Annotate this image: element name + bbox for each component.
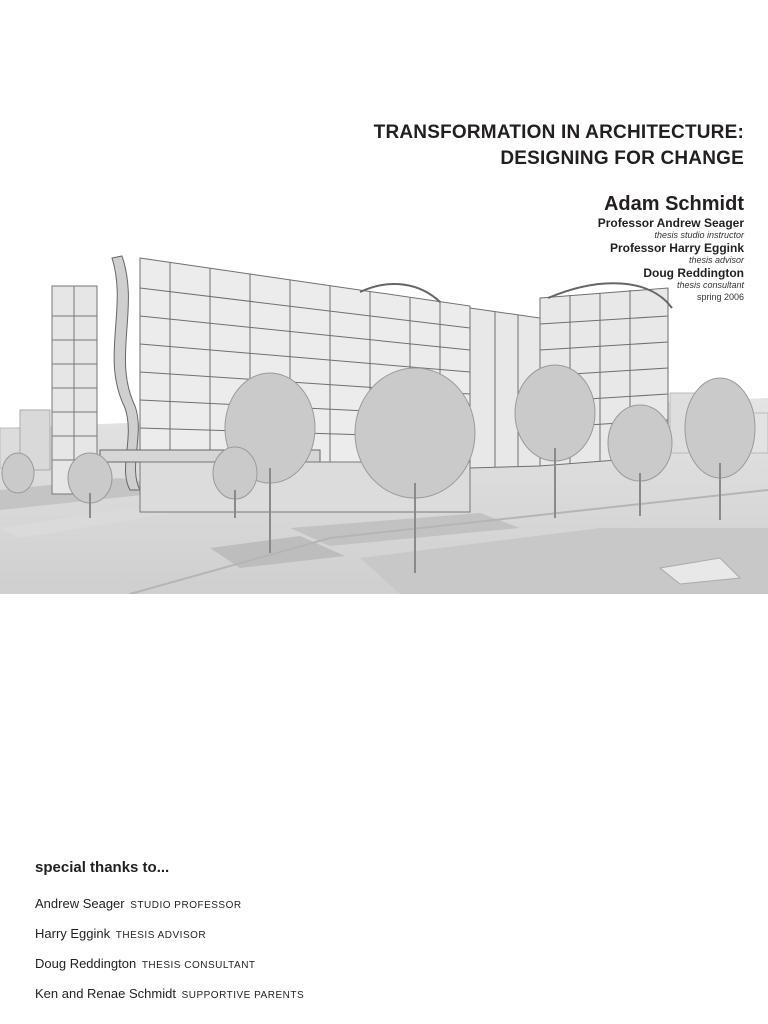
thanks-role: THESIS CONSULTANT <box>141 960 256 971</box>
thanks-name: Harry Eggink <box>35 926 111 941</box>
credit-name: Doug Reddington <box>643 266 744 280</box>
thanks-role: THESIS ADVISOR <box>115 930 207 941</box>
credit-role: thesis studio instructor <box>654 230 744 240</box>
special-thanks <box>35 858 304 1016</box>
thanks-name: Ken and Renae Schmidt <box>35 986 176 1001</box>
building-rendering <box>0 228 768 594</box>
thanks-row <box>35 896 304 914</box>
author-name: Adam Schmidt <box>603 193 744 215</box>
thanks-row <box>35 926 304 944</box>
credit-name: Professor Harry Eggink <box>609 241 744 255</box>
credit-role: thesis advisor <box>688 255 744 265</box>
thanks-heading: special thanks to... <box>35 859 170 876</box>
credit-role: thesis consultant <box>676 280 744 290</box>
title-line-2: DESIGNING FOR CHANGE <box>500 148 744 169</box>
title-line-1: TRANSFORMATION IN ARCHITECTURE: <box>373 122 744 143</box>
thanks-name: Doug Reddington <box>35 956 137 971</box>
thanks-role: STUDIO PROFESSOR <box>130 900 242 911</box>
credit-name: Professor Andrew Seager <box>597 216 744 230</box>
thanks-name: Andrew Seager <box>35 896 125 911</box>
thanks-row <box>35 986 304 1004</box>
date: spring 2006 <box>696 292 744 302</box>
thanks-row <box>35 956 304 974</box>
thanks-role: SUPPORTIVE PARENTS <box>181 990 305 1001</box>
